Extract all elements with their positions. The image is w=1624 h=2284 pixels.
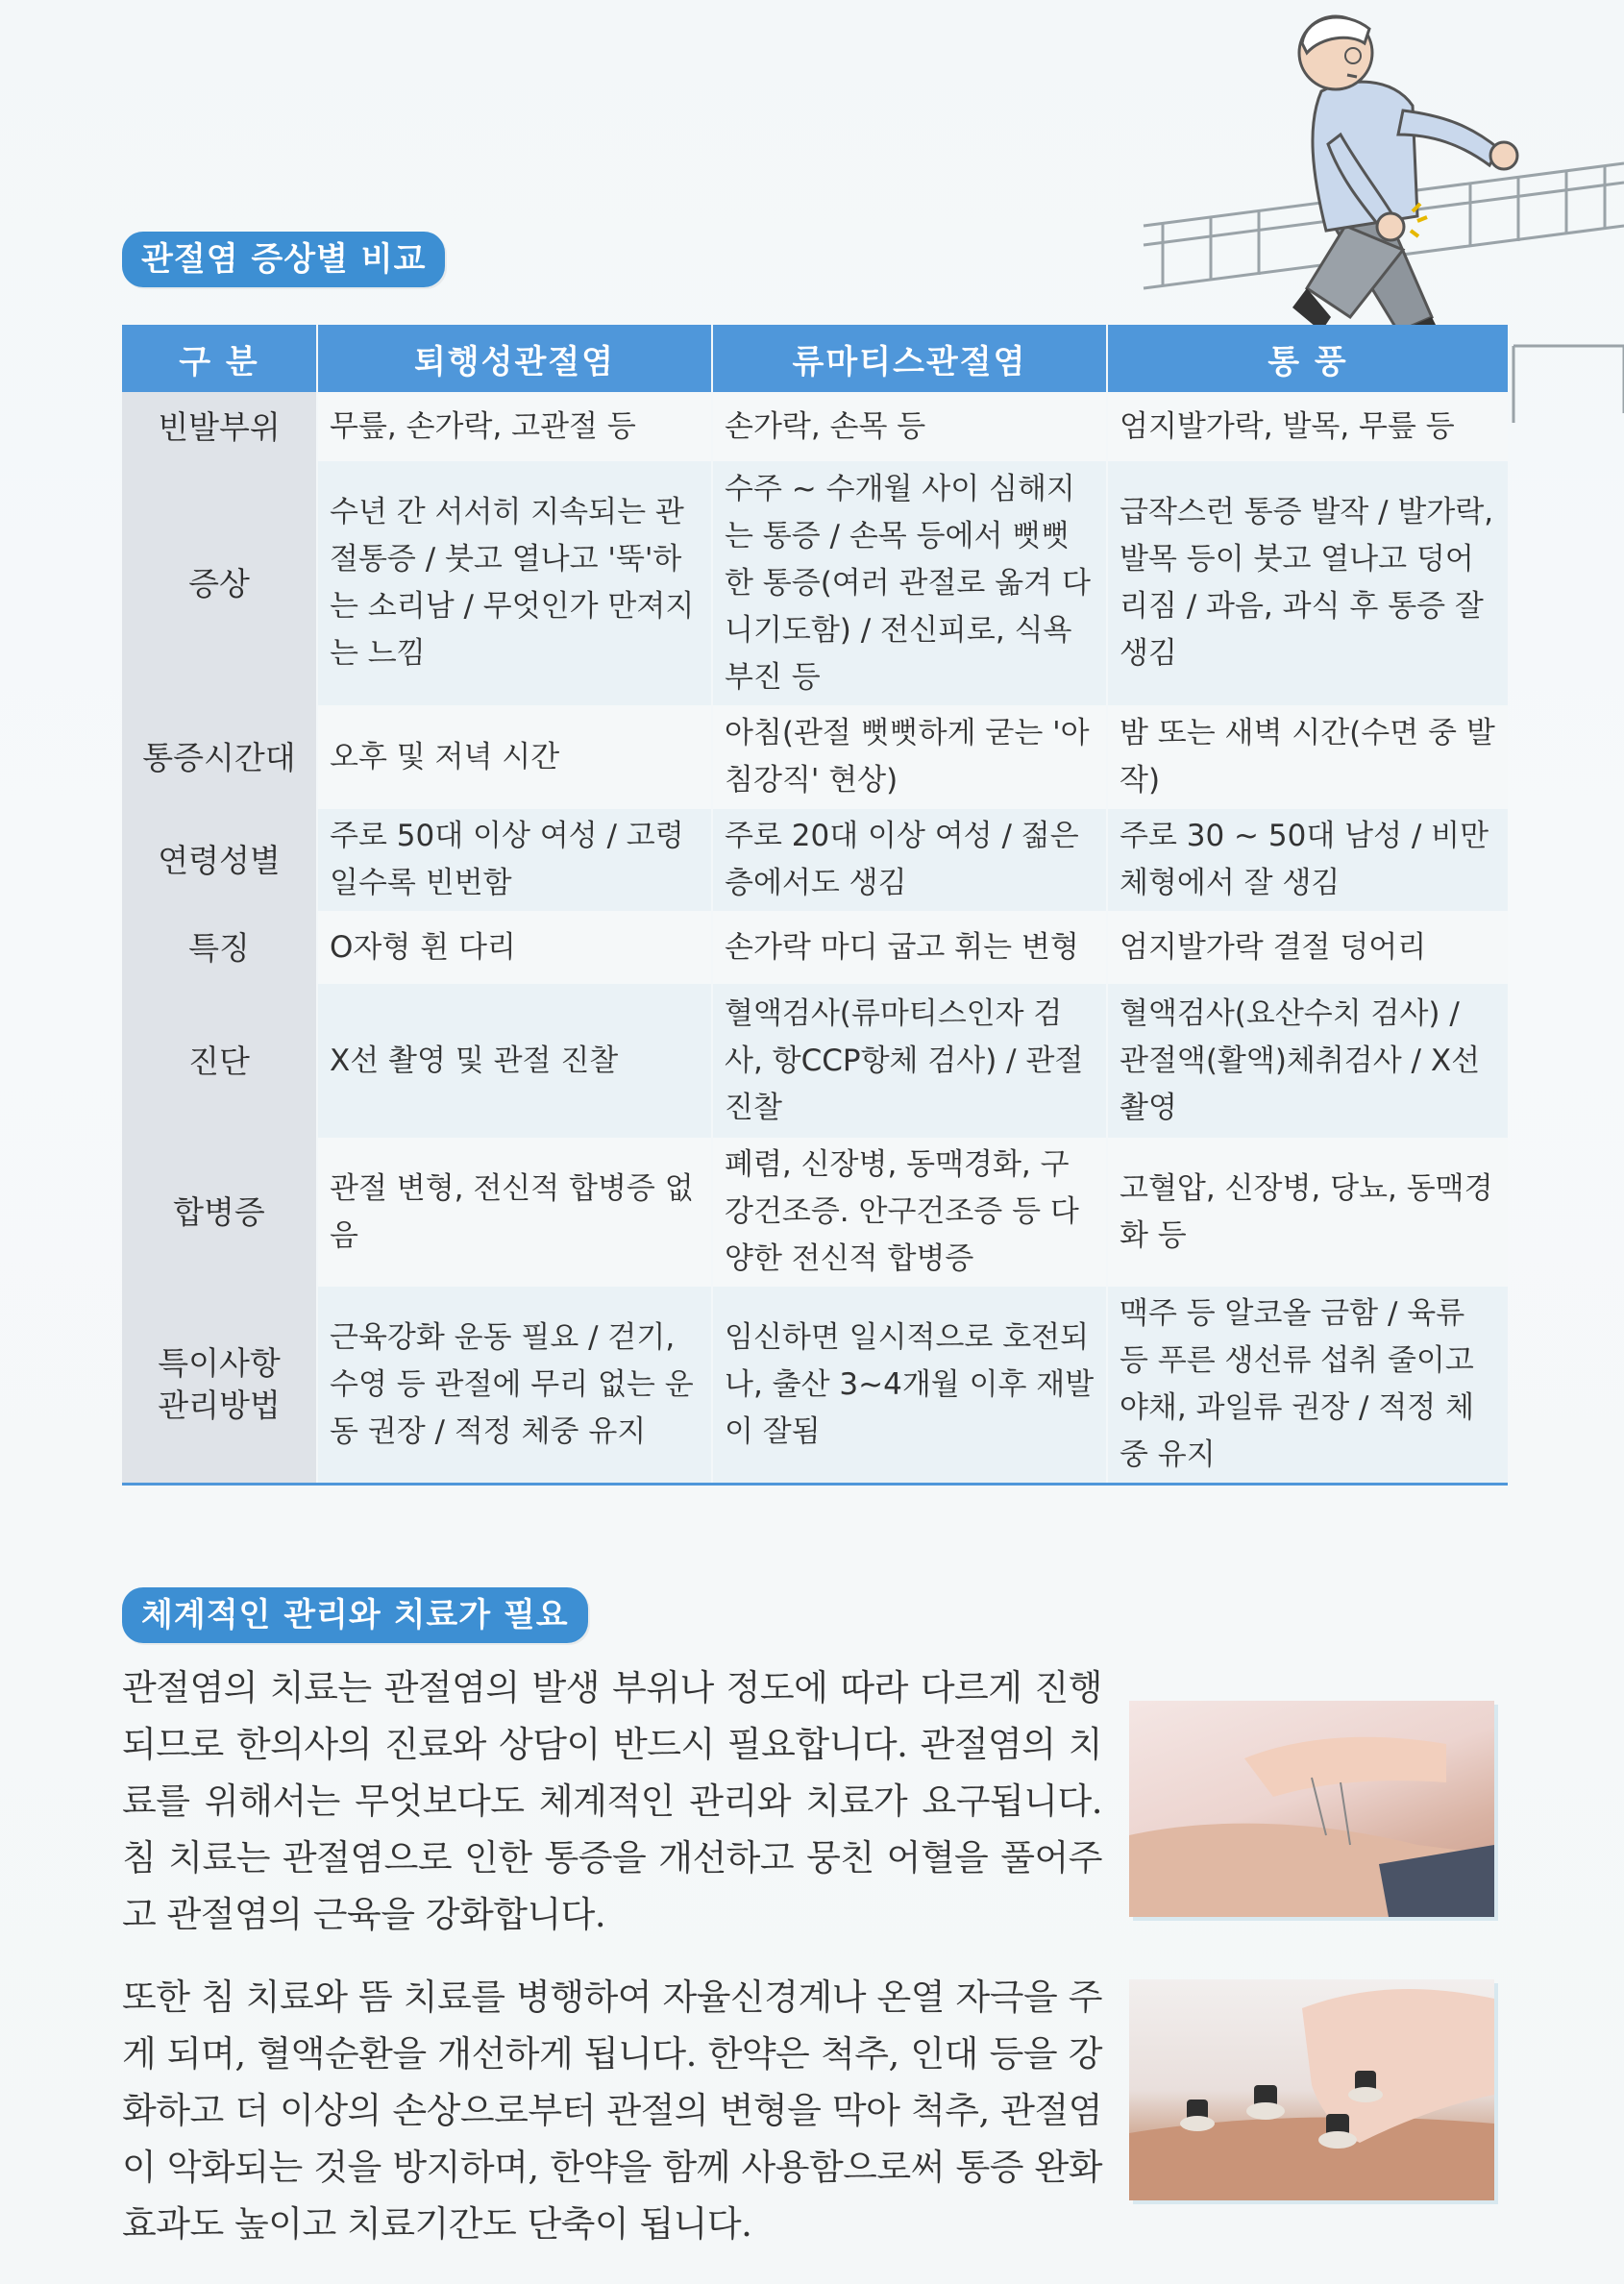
table-cell: 급작스런 통증 발작 / 발가락, 발목 등이 붓고 열나고 덩어리짐 / 과음, 과식 후 통증 잘 생김 — [1107, 461, 1508, 705]
row-label: 연령성별 — [122, 809, 317, 911]
table-cell: 수년 간 서서히 지속되는 관절통증 / 붓고 열나고 '뚝'하는 소리남 / 무엇인가 만져지는 느낌 — [317, 461, 712, 705]
table-cell: 수주 ~ 수개월 사이 심해지는 통증 / 손목 등에서 뻣뻣한 통증(여러 관절로 옮겨 다니기도함) / 전신피로, 식욕부진 등 — [712, 461, 1107, 705]
acupuncture-photo — [1129, 1701, 1494, 1917]
table-cell: 주로 20대 이상 여성 / 젊은층에서도 생김 — [712, 809, 1107, 911]
table-cell: 손가락 마디 굽고 휘는 변형 — [712, 911, 1107, 984]
table-cell: 주로 50대 이상 여성 / 고령일수록 빈번함 — [317, 809, 712, 911]
moxibustion-photo — [1129, 1979, 1494, 2200]
row-label: 빈발부위 — [122, 392, 317, 461]
row-label: 합병증 — [122, 1138, 317, 1287]
header-category: 구 분 — [122, 325, 317, 392]
table-row — [122, 1138, 1508, 1287]
paragraph: 관절염의 치료는 관절염의 발생 부위나 정도에 따라 다르게 진행되므로 한의사의 진료와 상담이 반드시 필요합니다. 관절염의 치료를 위해서는 무엇보다도 체계적인 관리와 치료가 요구됩니다. 침 치료는 관절염으로 인한 통증을 개선하고 뭉친 어혈을 풀어주고 관절염의 근육을 강화합니다. — [122, 1667, 1102, 1935]
row-label: 증상 — [122, 461, 317, 705]
row-label: 통증시간대 — [122, 705, 317, 809]
table-cell: 밤 또는 새벽 시간(수면 중 발작) — [1107, 705, 1508, 809]
table-cell: 무릎, 손가락, 고관절 등 — [317, 392, 712, 461]
section-badge-management: 체계적인 관리와 치료가 필요 — [122, 1587, 588, 1643]
row-label: 특이사항 관리방법 — [122, 1287, 317, 1485]
paragraph: 또한 침 치료와 뜸 치료를 병행하여 자율신경계나 온열 자극을 주게 되며, 혈액순환을 개선하게 됩니다. 한약은 척추, 인대 등을 강화하고 더 이상의 손상으로부터 관절의 변형을 막아 척추, 관절염이 악화되는 것을 방지하며, 한약을 함께 사용함으로써 통증 완화 효과도 높이고 치료기간도 단축이 됩니다. — [122, 1977, 1102, 2245]
table-cell: 엄지발가락, 발목, 무릎 등 — [1107, 392, 1508, 461]
table-row — [122, 984, 1508, 1138]
table-cell: 맥주 등 알코올 금함 / 육류 등 푸른 생선류 섭취 줄이고 야채, 과일류 권장 / 적정 체중 유지 — [1107, 1287, 1508, 1485]
table-cell: 손가락, 손목 등 — [712, 392, 1107, 461]
header-gout: 통 풍 — [1107, 325, 1508, 392]
table-row — [122, 392, 1508, 461]
row-label: 특징 — [122, 911, 317, 984]
header-rheumatoid: 류마티스관절염 — [712, 325, 1107, 392]
acupuncture-illustration — [1129, 1701, 1494, 1917]
table-cell: 임신하면 일시적으로 호전되나, 출산 3~4개월 이후 재발이 잘됨 — [712, 1287, 1107, 1485]
table-cell: 아침(관절 뻣뻣하게 굳는 '아침강직' 현상) — [712, 705, 1107, 809]
table-row — [122, 809, 1508, 911]
moxibustion-illustration — [1129, 1979, 1494, 2200]
table-header-row — [122, 325, 1508, 392]
row-label: 진단 — [122, 984, 317, 1138]
table-cell: 고혈압, 신장병, 당뇨, 동맥경화 등 — [1107, 1138, 1508, 1287]
table-row — [122, 1287, 1508, 1485]
table-cell: 혈액검사(요산수치 검사) / 관절액(활액)체취검사 / X선 촬영 — [1107, 984, 1508, 1138]
table-cell: 오후 및 저녁 시간 — [317, 705, 712, 809]
header-degenerative: 퇴행성관절염 — [317, 325, 712, 392]
table-cell: 폐렴, 신장병, 동맥경화, 구강건조증. 안구건조증 등 다양한 전신적 합병증 — [712, 1138, 1107, 1287]
section-badge-comparison: 관절염 증상별 비교 — [122, 232, 445, 287]
table-cell: 엄지발가락 결절 덩어리 — [1107, 911, 1508, 984]
table-cell: 근육강화 운동 필요 / 걷기, 수영 등 관절에 무리 없는 운동 권장 / 적정 체중 유지 — [317, 1287, 712, 1485]
table-cell: O자형 휜 다리 — [317, 911, 712, 984]
table-row — [122, 461, 1508, 705]
table-cell: 관절 변형, 전신적 합병증 없음 — [317, 1138, 712, 1287]
table-row — [122, 911, 1508, 984]
table-cell: 혈액검사(류마티스인자 검사, 항CCP항체 검사) / 관절진찰 — [712, 984, 1107, 1138]
table-cell: 주로 30 ~ 50대 남성 / 비만체형에서 잘 생김 — [1107, 809, 1508, 911]
table-row — [122, 705, 1508, 809]
table-cell: X선 촬영 및 관절 진찰 — [317, 984, 712, 1138]
symptom-comparison-table — [122, 325, 1508, 1486]
